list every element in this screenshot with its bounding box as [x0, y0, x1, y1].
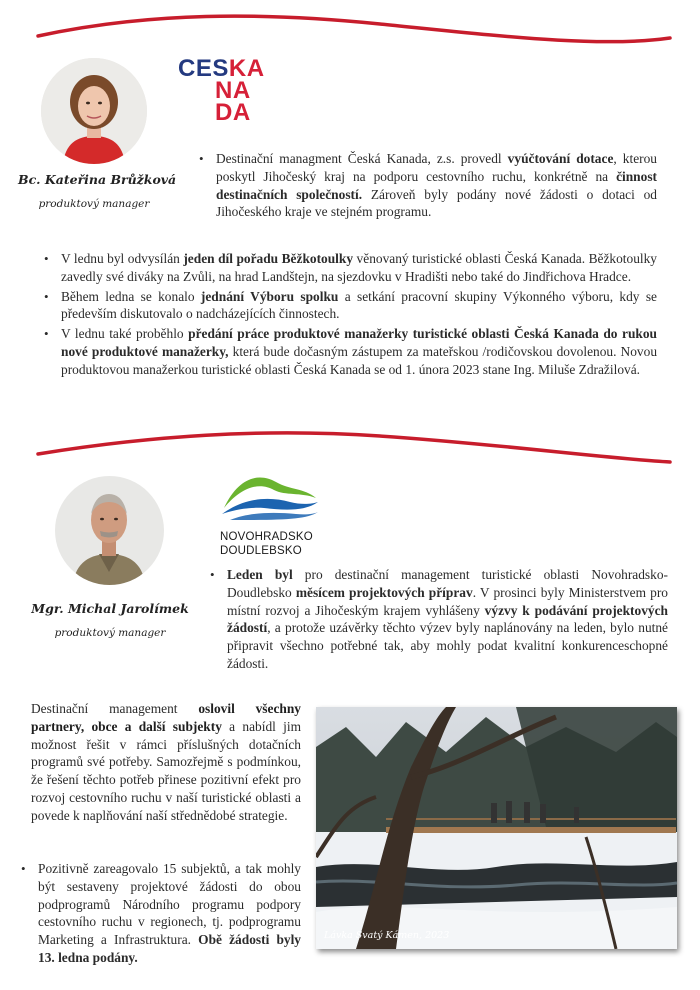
- list-item: [61, 325, 657, 378]
- bold-text: výzvy k podávání projektových žádostí: [227, 602, 668, 636]
- text-run: věnovaný turistické oblasti Česká Kanada. Běžkotoulky zavedly své diváky na Zvůli, na hrad Landštejn, na sjezdovku v Hradišti nebo také do Jindřichova Hradce.: [61, 251, 658, 284]
- list-item: [227, 566, 668, 673]
- text-run: a nabídl jim možnost řešit v rámci příslušných dotačních programů své potřeby. Samozřejmě s podmínkou, že řešení těchto potřeb přinese pozitivní efekt pro rozvoj cestovního ruchu v naší turistické oblasti a povede k naplňování naší střednědobé strategie.: [31, 718, 301, 823]
- text-run: Během ledna se konalo: [61, 288, 201, 304]
- text-run: která bude dočasným zástupem za mateřskou /rodičovskou dovolenou. Novou produktovou manažerkou turistické oblasti Česká Kanada se od 1. února 2023 stane Ing. Miluše Zdražilová.: [61, 343, 658, 377]
- winter-bridge-photo: [316, 707, 677, 949]
- photo-caption: Lávka Svatý Kámen, 2023: [324, 930, 450, 941]
- ck-funding-list: [192, 150, 657, 221]
- bold-text: Leden byl: [227, 567, 293, 582]
- text-run: . V prosinci byly Ministerstvem pro místní rozvoj a Jihočeským krajem vyhlášeny: [227, 584, 668, 618]
- text-run: V lednu byl odvysílán: [61, 251, 184, 266]
- avatar-katerina: [41, 58, 147, 164]
- logo-text-novohradsko: NOVOHRADSKO: [220, 531, 313, 543]
- bold-text: oslovil všechny partnery, obce a další subjekty: [31, 701, 301, 734]
- logo-part-na: NA: [215, 77, 251, 104]
- text-run: a setkání pracovní skupiny Výkonného výboru, kdy se především diskutovalo o nadcházejících činnostech.: [61, 288, 657, 322]
- text-run: Pozitivně zareagovalo 15 subjektů, a tak mohly být sestaveny projektové žádosti do obou podprogramů Národního programu podpory cestovního ruchu v regionech, tj. podprogramu Marketing a Infrastruktura.: [38, 861, 301, 948]
- list-item: [61, 250, 657, 286]
- logo-text-doudlebsko: DOUDLEBSKO: [220, 545, 302, 557]
- bold-text: předání práce produktové manažerky turistické oblasti Česká Kanada do rukou nové produktové manažerky,: [61, 326, 657, 359]
- logo-part-ka: KA: [228, 55, 265, 82]
- nd-results-block: [14, 860, 301, 969]
- list-item: [61, 288, 657, 324]
- bold-text: činnost destinačních společností.: [216, 168, 657, 202]
- nd-partners-text: [31, 700, 301, 825]
- text-run: , a protože uzávěrky těchto výzev byly naplánovány na leden, bylo nutné připravit všechno potřebné tak, aby mohly podat kvalitní konkurenceschopné žádosti.: [227, 620, 668, 671]
- text-run: V lednu také proběhlo: [61, 326, 189, 342]
- person-role-michal: produktový manager: [54, 627, 166, 639]
- hills-icon: [220, 468, 320, 520]
- nd-results-list: [14, 860, 301, 967]
- list-item: [216, 150, 657, 221]
- ceska-kanada-logo: [178, 55, 270, 136]
- list-item: [38, 860, 301, 967]
- logo-part-da: DA: [215, 99, 251, 126]
- text-run: pro destinační management turistické oblasti Novohradsko-Doudlebsko: [227, 567, 668, 600]
- text-run: , kterou poskytl Jihočeský kraj na podporu cestovního ruchu, konkrétně na: [216, 151, 657, 184]
- nd-projects-block: [203, 566, 668, 675]
- avatar-michal: [55, 476, 164, 585]
- bold-text: jeden díl pořadu Běžkotoulky: [183, 251, 354, 266]
- logo-part-ces: CES: [178, 55, 229, 82]
- ck-news-list: [37, 250, 657, 379]
- ck-funding-block: [192, 150, 657, 223]
- top-wave-decoration: [0, 8, 700, 58]
- person-name-katerina: Bc. Kateřina Brůžková: [18, 172, 177, 187]
- ck-news-block: [37, 250, 657, 381]
- text-run: Destinační management: [31, 701, 199, 716]
- text-run: Destinační managment Česká Kanada, z.s. provedl: [216, 151, 508, 166]
- bold-text: Obě žádosti byly 13. ledna podány.: [38, 932, 302, 965]
- person-name-michal: Mgr. Michal Jarolímek: [31, 601, 189, 616]
- bold-text: jednání Výboru spolku: [200, 288, 339, 304]
- novohradsko-doudlebsko-logo: [220, 468, 340, 558]
- nd-projects-list: [203, 566, 668, 673]
- nd-partners-paragraph: [31, 700, 301, 825]
- bold-text: vyúčtování dotace: [507, 151, 614, 166]
- person-role-katerina: produktový manager: [38, 198, 150, 210]
- text-run: Zároveň byly podány nové žádosti o dotaci od Jihočeského kraje ve stejném programu.: [216, 186, 657, 220]
- bold-text: měsícem projektových příprav: [295, 584, 473, 600]
- middle-wave-decoration: [0, 422, 700, 472]
